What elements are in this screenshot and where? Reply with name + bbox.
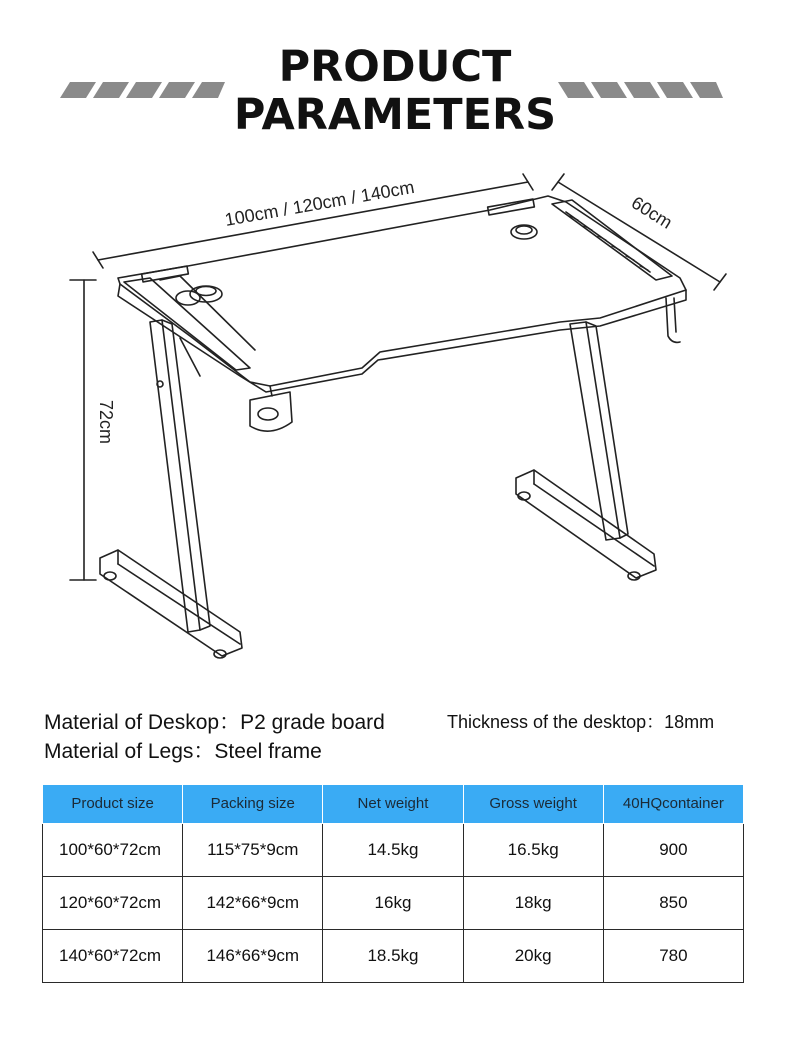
height-dimension-line <box>70 280 96 580</box>
table-row <box>43 876 744 929</box>
page-title-line-2: PARAMETERS <box>233 90 557 140</box>
cell-packing-size: 142*66*9cm <box>183 876 323 929</box>
cell-gross-weight: 18kg <box>463 876 603 929</box>
cell-packing-size: 115*75*9cm <box>183 823 323 876</box>
left-leg <box>150 320 200 632</box>
header-product-size: Product size <box>43 785 183 823</box>
cell-container: 780 <box>603 929 743 982</box>
decorative-stripes-right <box>558 82 723 98</box>
desktop-edge <box>118 284 686 392</box>
cell-net-weight: 14.5kg <box>323 823 463 876</box>
table-row <box>43 929 744 982</box>
table-header-row <box>43 785 744 823</box>
desktop-thickness-spec: Thickness of the desktop：18mm <box>447 712 715 732</box>
decorative-stripes-left <box>60 82 225 98</box>
header-net-weight: Net weight <box>323 785 463 823</box>
table-row <box>43 823 744 876</box>
product-spec-table <box>42 785 744 983</box>
cell-product-size: 100*60*72cm <box>43 823 183 876</box>
cell-container: 900 <box>603 823 743 876</box>
cup-holder <box>250 386 292 431</box>
cell-packing-size: 146*66*9cm <box>183 929 323 982</box>
header-packing-size: Packing size <box>183 785 323 823</box>
header-container: 40HQcontainer <box>603 785 743 823</box>
desk-line-drawing <box>0 160 790 680</box>
cell-net-weight: 16kg <box>323 876 463 929</box>
desk-material-spec: Material of Deskop：P2 grade board <box>44 711 385 734</box>
width-dimension-label: 100cm / 120cm / 140cm <box>223 176 416 230</box>
legs-material-spec: Material of Legs：Steel frame <box>44 740 322 763</box>
cell-net-weight: 18.5kg <box>323 929 463 982</box>
page-title-line-1: PRODUCT <box>278 42 512 92</box>
depth-dimension-line <box>552 174 726 290</box>
cell-gross-weight: 20kg <box>463 929 603 982</box>
cell-product-size: 140*60*72cm <box>43 929 183 982</box>
depth-dimension-label: 60cm <box>627 192 676 233</box>
cell-gross-weight: 16.5kg <box>463 823 603 876</box>
header-gross-weight: Gross weight <box>463 785 603 823</box>
height-dimension-label: 72cm <box>96 400 116 445</box>
cell-container: 850 <box>603 876 743 929</box>
cell-product-size: 120*60*72cm <box>43 876 183 929</box>
width-dimension-line <box>93 174 533 268</box>
